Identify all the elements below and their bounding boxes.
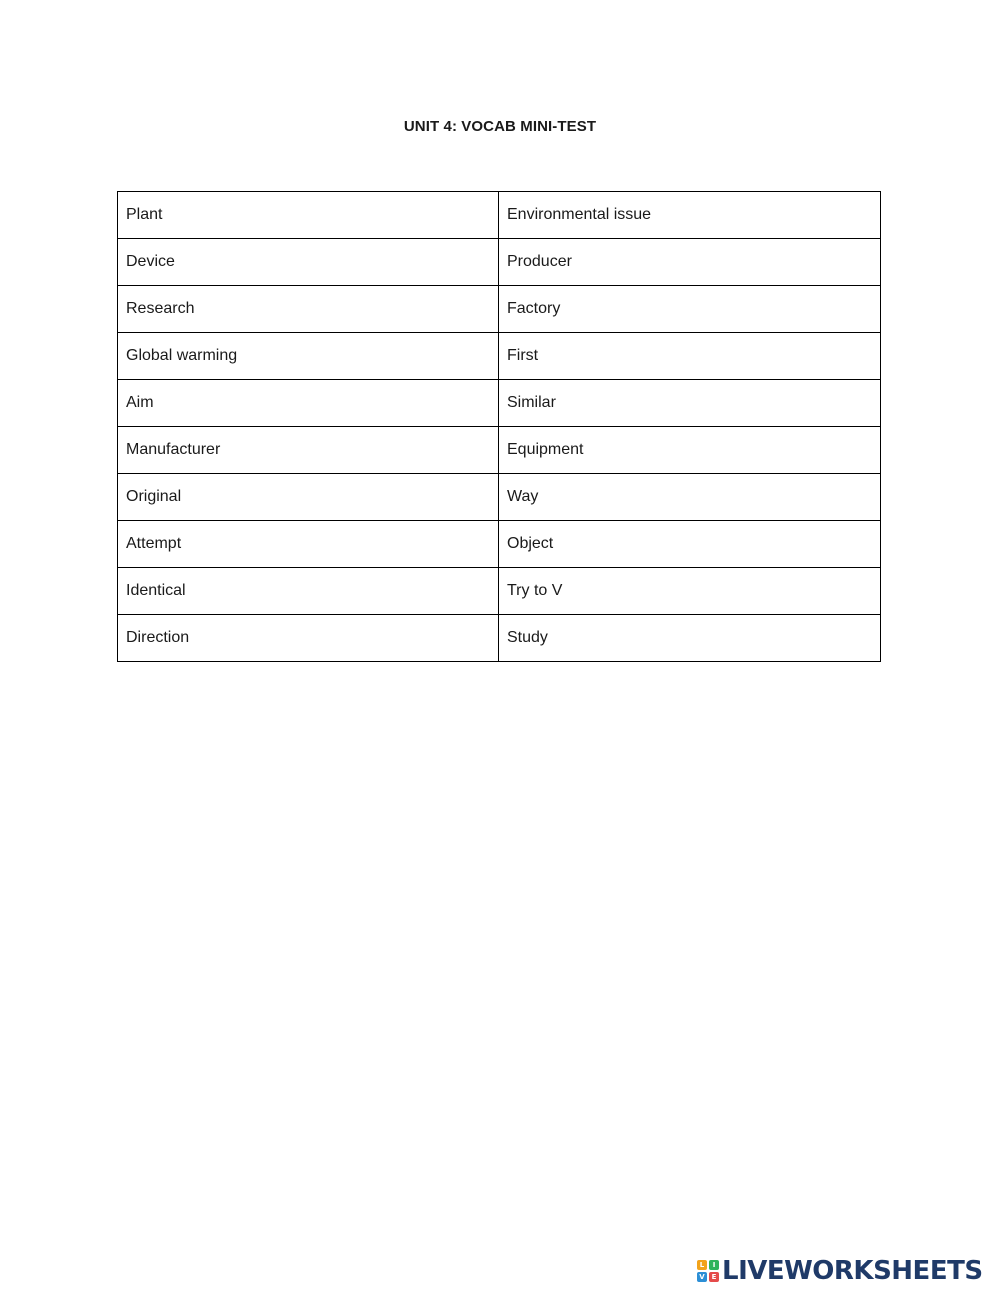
table-cell: Device: [118, 239, 499, 286]
liveworksheets-brand[interactable]: [697, 1257, 983, 1285]
table-cell: Similar: [499, 380, 881, 427]
table-cell: Producer: [499, 239, 881, 286]
table-row: [118, 333, 881, 380]
table-cell: Plant: [118, 192, 499, 239]
table-row: [118, 286, 881, 333]
table-cell: Attempt: [118, 521, 499, 568]
table-cell: Environmental issue: [499, 192, 881, 239]
table-row: [118, 239, 881, 286]
table-cell: Research: [118, 286, 499, 333]
table-cell: Factory: [499, 286, 881, 333]
table-cell: Study: [499, 615, 881, 662]
logo-tile-l: L: [697, 1260, 707, 1270]
logo-tile-v: V: [697, 1272, 707, 1282]
table-cell: Manufacturer: [118, 427, 499, 474]
logo-tile-e: E: [709, 1272, 719, 1282]
page-title: UNIT 4: VOCAB MINI-TEST: [403, 118, 597, 135]
table-row: [118, 474, 881, 521]
table-cell: Direction: [118, 615, 499, 662]
vocab-table: [117, 191, 881, 662]
table-row: [118, 427, 881, 474]
liveworksheets-logo-icon: [697, 1260, 719, 1282]
table-row: [118, 521, 881, 568]
table-cell: Way: [499, 474, 881, 521]
table-cell: Equipment: [499, 427, 881, 474]
table-cell: Original: [118, 474, 499, 521]
table-row: [118, 568, 881, 615]
table-row: [118, 380, 881, 427]
table-cell: Global warming: [118, 333, 499, 380]
logo-tile-i: I: [709, 1260, 719, 1270]
table-cell: Aim: [118, 380, 499, 427]
table-cell: Try to V: [499, 568, 881, 615]
table-row: [118, 615, 881, 662]
brand-name: LIVEWORKSHEETS: [722, 1256, 983, 1286]
table-row: [118, 192, 881, 239]
table-cell: First: [499, 333, 881, 380]
table-cell: Identical: [118, 568, 499, 615]
table-cell: Object: [499, 521, 881, 568]
